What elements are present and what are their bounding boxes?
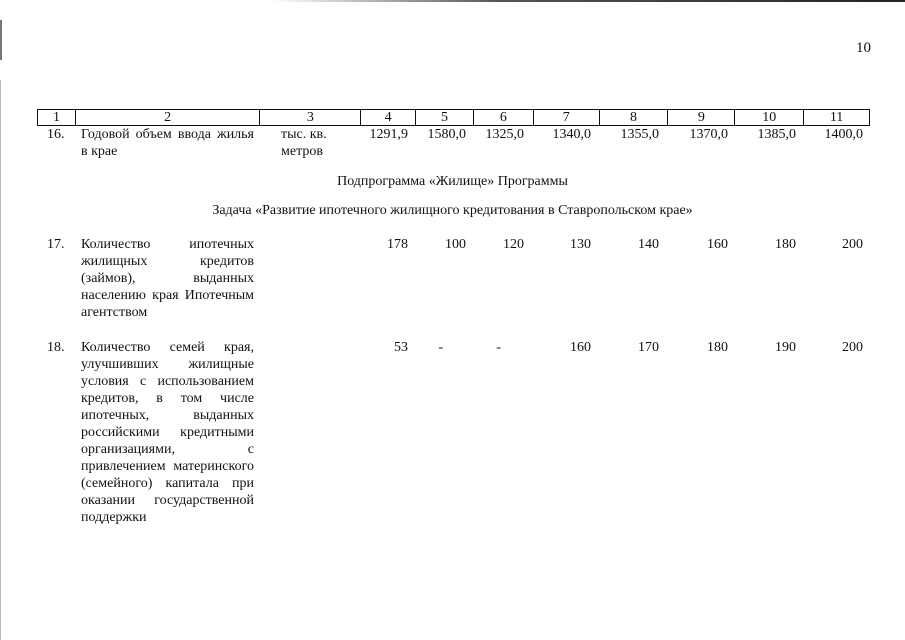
row-unit: тыс. кв. метров — [281, 127, 327, 159]
header-col-4: 4 — [361, 110, 416, 125]
header-col-5: 5 — [416, 110, 474, 125]
header-col-8: 8 — [600, 110, 669, 125]
value-col-11: 200 — [842, 237, 863, 252]
value-col-11: 200 — [842, 340, 863, 355]
value-col-4: 53 — [394, 340, 408, 355]
value-col-5: 100 — [445, 237, 466, 252]
table-header-row — [37, 109, 870, 126]
header-col-11: 11 — [829, 110, 844, 125]
task-title: Задача «Развитие ипотечного жилищного кредитования в Ставропольском крае» — [212, 203, 693, 218]
value-col-9: 180 — [707, 340, 728, 355]
header-col-1: 1 — [38, 110, 76, 125]
value-col-6: 120 — [503, 237, 524, 252]
value-col-5: - — [438, 340, 443, 355]
subprogram-title: Подпрограмма «Жилище» Программы — [337, 174, 568, 189]
value-col-4: 1291,9 — [369, 127, 408, 142]
value-col-7: 130 — [570, 237, 591, 252]
header-col-2: 2 — [76, 110, 261, 125]
row-label: Количество семей края, улучшивших жилищные условия с использованием кредитов, в том числе ипотечных, выданных российскими кредитными организациями, с привлечением материнского (семейного) капитала при оказании государственной поддержки — [81, 340, 254, 525]
value-col-7: 160 — [570, 340, 591, 355]
value-col-6: - — [496, 340, 501, 355]
row-label: Годовой объем ввода жилья в крае — [81, 127, 254, 159]
row-label: Количество ипотечных жилищных кредитов (займов), выданных населению края Ипотечным агентством — [81, 237, 254, 320]
value-col-10: 190 — [775, 340, 796, 355]
value-col-9: 160 — [707, 237, 728, 252]
value-col-8: 170 — [638, 340, 659, 355]
header-col-9: 9 — [668, 110, 735, 125]
scan-edge-top — [0, 0, 905, 2]
value-col-6: 1325,0 — [485, 127, 524, 142]
row-number: 16. — [47, 127, 65, 142]
header-col-10: 10 — [735, 110, 804, 125]
scan-edge-left — [0, 20, 2, 60]
scan-edge-left-lower — [0, 80, 1, 640]
header-col-7: 7 — [534, 110, 600, 125]
value-col-11: 1400,0 — [824, 127, 863, 142]
value-col-10: 180 — [775, 237, 796, 252]
row-number: 18. — [47, 340, 65, 355]
page-number: 10 — [856, 40, 871, 56]
value-col-5: 1580,0 — [427, 127, 466, 142]
value-col-8: 1355,0 — [620, 127, 659, 142]
header-col-6: 6 — [474, 110, 534, 125]
value-col-7: 1340,0 — [552, 127, 591, 142]
value-col-8: 140 — [638, 237, 659, 252]
value-col-4: 178 — [387, 237, 408, 252]
value-col-9: 1370,0 — [689, 127, 728, 142]
header-col-3: 3 — [260, 110, 361, 125]
row-number: 17. — [47, 237, 65, 252]
value-col-10: 1385,0 — [757, 127, 796, 142]
